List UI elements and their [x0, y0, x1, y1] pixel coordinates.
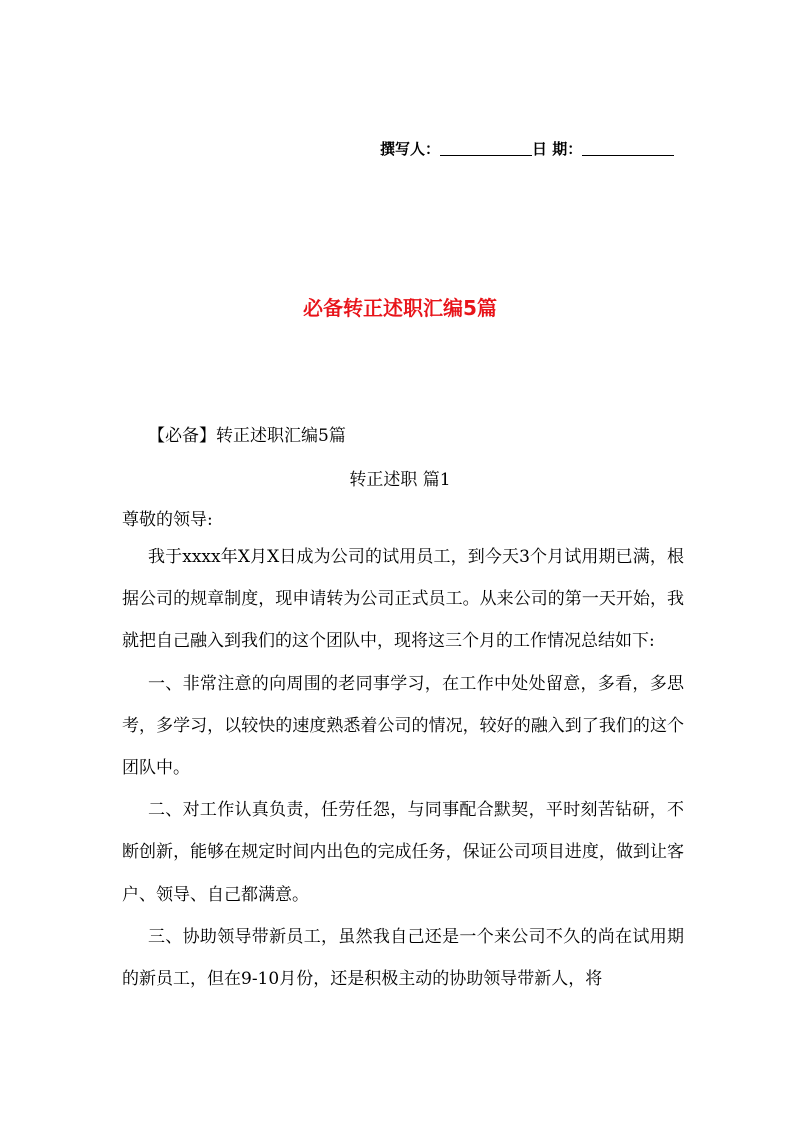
date-label: 日 期：: [532, 140, 583, 158]
author-blank: [440, 141, 532, 156]
author-label: 撰写人：: [380, 140, 441, 158]
body-text: [122, 536, 684, 1000]
paragraph: 一、非常注意的向周围的老同事学习，在工作中处处留意，多看，多思考，多学习，以较快的速度熟悉着公司的情况，较好的融入到了我们的这个团队中。: [122, 673, 684, 779]
document-subtitle: 【必备】转正述职汇编5篇: [148, 426, 346, 446]
date-blank: [582, 141, 674, 156]
paragraph: 我于xxxx年X月X日成为公司的试用员工，到今天3个月试用期已满，根据公司的规章制度，现申请转为公司正式员工。从来公司的第一天开始，我就把自己融入到我们的这个团队中，现将这三个月的工作情况总结如下:: [122, 547, 684, 652]
document-title: 必备转正述职汇编5篇: [303, 296, 497, 320]
section-heading: 转正述职 篇1: [349, 470, 451, 490]
paragraph: 三、协助领导带新员工，虽然我自己还是一个来公司不久的尚在试用期的新员工，但在9-10月份，还是积极主动的协助领导带新人，将: [122, 926, 684, 990]
author-date-line: [380, 138, 680, 159]
paragraph: 二、对工作认真负责，任劳任怨，与同事配合默契，平时刻苦钻研，不断创新，能够在规定时间内出色的完成任务，保证公司项目进度，做到让客户、领导、自己都满意。: [122, 800, 684, 905]
greeting: 尊敬的领导:: [122, 510, 213, 530]
